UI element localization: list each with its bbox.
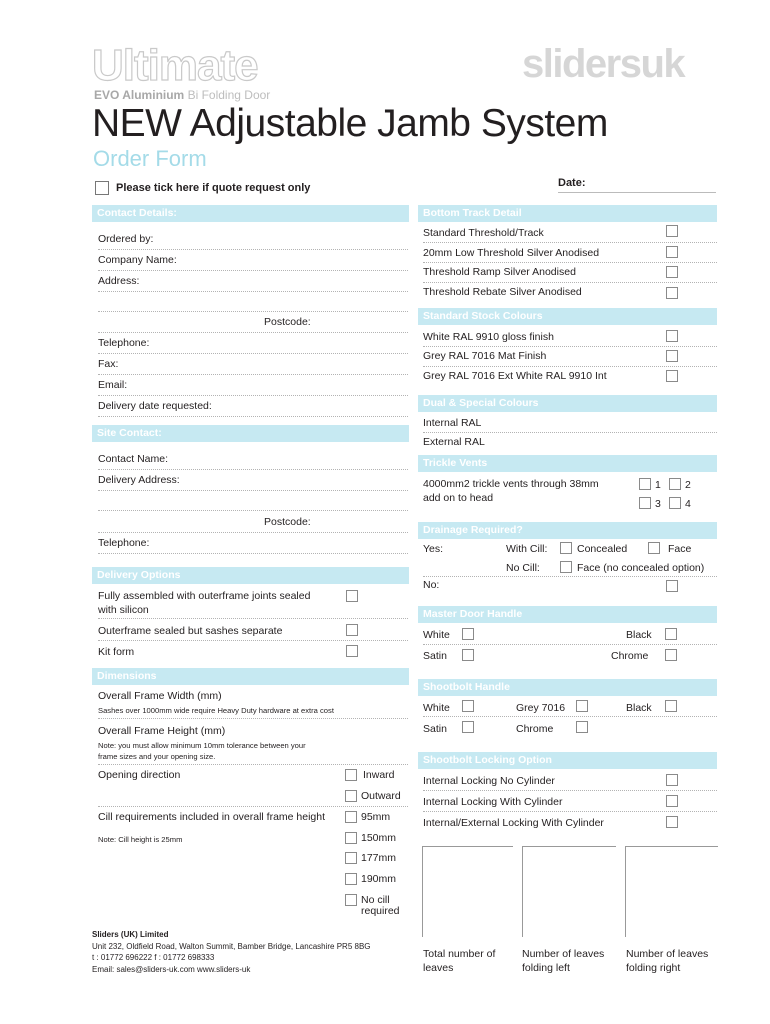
locking-divider-2 (423, 811, 717, 812)
drainage-no-cill-label: No Cill: (506, 562, 540, 574)
drainage-no-checkbox[interactable] (666, 580, 678, 592)
delivery-assembled-checkbox[interactable] (346, 590, 358, 602)
cill-95-label: 95mm (361, 811, 391, 823)
drainage-concealed-label: Concealed (577, 543, 628, 555)
locking-int-ext-label: Internal/External Locking With Cylinder (423, 817, 604, 829)
master-chrome-checkbox[interactable] (665, 649, 677, 661)
outward-label: Outward (361, 790, 401, 802)
shootbolt-handle-heading: Shootbolt Handle (418, 679, 717, 696)
shootbolt-chrome-label: Chrome (516, 723, 554, 735)
no-cill-label-1: No cill (361, 894, 390, 906)
postcode-label: Postcode: (264, 316, 311, 328)
master-chrome-label: Chrome (611, 650, 649, 662)
colour-grey-white-checkbox[interactable] (666, 370, 678, 382)
stock-colours-heading: Standard Stock Colours (418, 308, 717, 325)
logo-subtitle (94, 88, 270, 102)
delivery-date-label: Delivery date requested: (98, 400, 212, 412)
company-name-field[interactable] (98, 270, 408, 271)
drainage-no-label: No: (423, 579, 440, 591)
trickle-2-checkbox[interactable] (669, 478, 681, 490)
locking-with-cylinder-checkbox[interactable] (666, 795, 678, 807)
drainage-face-no-concealed-label: Face (no concealed option) (577, 562, 705, 574)
bottom-track-standard: Standard Threshold/Track (423, 227, 544, 239)
delivery-option-sealed: Outerframe sealed but sashes separate (98, 625, 283, 637)
bottom-track-rebate-checkbox[interactable] (666, 287, 678, 299)
site-telephone-field[interactable] (98, 553, 408, 554)
shootbolt-grey-label: Grey 7016 (516, 702, 566, 714)
trickle-1-checkbox[interactable] (639, 478, 651, 490)
bottom-track-heading: Bottom Track Detail (418, 205, 717, 222)
internal-ral-field[interactable] (423, 432, 717, 433)
internal-ral-label: Internal RAL (423, 417, 482, 429)
dimensions-heading: Dimensions (92, 668, 409, 685)
delivery-option-assembled-line1: Fully assembled with outerframe joints sealed (98, 590, 311, 602)
opening-divider (98, 806, 408, 807)
frame-width-label: Overall Frame Width (mm) (98, 690, 222, 702)
cill-95-checkbox[interactable] (345, 811, 357, 823)
drainage-face-label: Face (668, 543, 692, 555)
total-leaves-label-2: leaves (423, 962, 454, 974)
shootbolt-chrome-checkbox[interactable] (576, 721, 588, 733)
master-black-checkbox[interactable] (665, 628, 677, 640)
delivery-address-field-2[interactable] (98, 510, 408, 511)
cill-177-checkbox[interactable] (345, 852, 357, 864)
ordered-by-label: Ordered by: (98, 233, 154, 245)
logo-subtitle-bold: EVO Aluminium (94, 88, 185, 102)
frame-height-label: Overall Frame Height (mm) (98, 725, 226, 737)
leaves-left-box[interactable] (522, 846, 616, 937)
locking-no-cylinder-checkbox[interactable] (666, 774, 678, 786)
drainage-with-cill-label: With Cill: (506, 543, 548, 555)
site-postcode-field[interactable] (98, 532, 408, 533)
trickle-3-label: 3 (655, 498, 661, 510)
shootbolt-black-label: Black (626, 702, 652, 714)
bottom-track-low-threshold: 20mm Low Threshold Silver Anodised (423, 247, 600, 259)
drainage-concealed-checkbox[interactable] (560, 542, 572, 554)
contact-details-heading: Contact Details: (92, 205, 409, 222)
delivery-date-field[interactable] (98, 416, 408, 417)
site-postcode-label: Postcode: (264, 516, 311, 528)
cill-note: Note: Cill height is 25mm (98, 835, 183, 844)
trickle-vents-heading: Trickle Vents (418, 455, 717, 472)
drainage-divider (423, 576, 717, 577)
shootbolt-satin-label: Satin (423, 723, 447, 735)
date-field[interactable] (558, 192, 716, 193)
footer-email: Email: sales@sliders-uk.com www.sliders-uk (92, 965, 251, 974)
delivery-divider-2 (98, 640, 408, 641)
locking-no-cylinder-label: Internal Locking No Cylinder (423, 775, 555, 787)
fax-field[interactable] (98, 374, 408, 375)
trickle-3-checkbox[interactable] (639, 497, 651, 509)
address-label: Address: (98, 275, 140, 287)
trickle-vents-line2: add on to head (423, 492, 494, 504)
quote-request-label: Please tick here if quote request only (116, 181, 311, 194)
delivery-sealed-checkbox[interactable] (346, 624, 358, 636)
contact-name-label: Contact Name: (98, 453, 169, 465)
delivery-divider-1 (98, 618, 408, 619)
no-cill-checkbox[interactable] (345, 894, 357, 906)
master-handle-heading: Master Door Handle (418, 606, 717, 623)
delivery-kit-checkbox[interactable] (346, 645, 358, 657)
frame-width-field[interactable] (98, 718, 408, 719)
master-white-label: White (423, 629, 450, 641)
cill-190-label: 190mm (361, 873, 397, 885)
page-title: NEW Adjustable Jamb System (92, 102, 608, 145)
cill-requirements-label: Cill requirements included in overall frame height (98, 811, 326, 823)
total-leaves-box[interactable] (422, 846, 513, 937)
email-label: Email: (98, 379, 128, 391)
footer-company: Sliders (UK) Limited (92, 930, 169, 939)
company-name-label: Company Name: (98, 254, 177, 266)
shootbolt-satin-checkbox[interactable] (462, 721, 474, 733)
shootbolt-white-label: White (423, 702, 450, 714)
ultimate-logo: Ultimate (92, 41, 258, 90)
fax-label: Fax: (98, 358, 119, 370)
telephone-label: Telephone: (98, 337, 150, 349)
opening-direction-label: Opening direction (98, 769, 181, 781)
quote-request-checkbox[interactable] (95, 181, 109, 195)
master-black-label: Black (626, 629, 652, 641)
cill-150-checkbox[interactable] (345, 832, 357, 844)
bottom-track-divider-3 (423, 282, 717, 283)
cill-190-checkbox[interactable] (345, 873, 357, 885)
colour-divider-2 (423, 366, 717, 367)
logo-subtitle-light: Bi Folding Door (187, 88, 271, 102)
bottom-track-divider-2 (423, 262, 717, 263)
trickle-2-label: 2 (685, 479, 691, 491)
shootbolt-grey-checkbox[interactable] (576, 700, 588, 712)
page-subtitle: Order Form (93, 146, 207, 171)
delivery-options-heading: Delivery Options (92, 567, 409, 584)
drainage-face-no-concealed-checkbox[interactable] (560, 561, 572, 573)
trickle-vents-line1: 4000mm2 trickle vents through 38mm (423, 478, 599, 490)
sliders-uk-logo: slidersuk (522, 42, 685, 86)
address-field-2[interactable] (98, 311, 408, 312)
delivery-address-field-1[interactable] (98, 490, 408, 491)
special-colours-heading: Dual & Special Colours (418, 395, 717, 412)
footer-address: Unit 232, Oldfield Road, Walton Summit, Bamber Bridge, Lancashire PR5 8BG (92, 942, 371, 951)
master-divider (423, 644, 717, 645)
shootbolt-black-checkbox[interactable] (665, 700, 677, 712)
colour-grey-checkbox[interactable] (666, 350, 678, 362)
master-satin-label: Satin (423, 650, 447, 662)
external-ral-label: External RAL (423, 436, 485, 448)
leaves-left-label-1: Number of leaves (522, 948, 605, 960)
bottom-track-rebate: Threshold Rebate Silver Anodised (423, 286, 582, 298)
no-cill-label-2: required (361, 905, 400, 917)
cill-177-label: 177mm (361, 852, 397, 864)
locking-option-heading: Shootbolt Locking Option (418, 752, 717, 769)
frame-height-note-1: Note: you must allow minimum 10mm tolerance between your (98, 741, 306, 750)
ordered-by-field[interactable] (98, 249, 408, 250)
footer-phone: t : 01772 696222 f : 01772 698333 (92, 953, 215, 962)
delivery-option-assembled-line2: with silicon (98, 604, 149, 616)
locking-divider-1 (423, 790, 717, 791)
trickle-1-label: 1 (655, 479, 661, 491)
delivery-option-kit: Kit form (98, 646, 135, 658)
frame-height-field[interactable] (98, 764, 408, 765)
colour-white-checkbox[interactable] (666, 330, 678, 342)
colour-grey-white: Grey RAL 7016 Ext White RAL 9910 Int (423, 370, 607, 382)
site-contact-heading: Site Contact: (92, 425, 409, 442)
bottom-track-divider-1 (423, 242, 717, 243)
quote-request-row (95, 181, 310, 195)
colour-divider-1 (423, 346, 717, 347)
address-field-1[interactable] (98, 291, 408, 292)
telephone-field[interactable] (98, 353, 408, 354)
colour-white: White RAL 9910 gloss finish (423, 331, 554, 343)
date-label: Date: (558, 177, 586, 189)
trickle-4-label: 4 (685, 498, 691, 510)
outward-checkbox[interactable] (345, 790, 357, 802)
master-satin-checkbox[interactable] (462, 649, 474, 661)
colour-grey: Grey RAL 7016 Mat Finish (423, 350, 547, 362)
leaves-right-label-1: Number of leaves (626, 948, 709, 960)
shootbolt-white-checkbox[interactable] (462, 700, 474, 712)
bottom-track-standard-checkbox[interactable] (666, 225, 678, 237)
site-telephone-label: Telephone: (98, 537, 150, 549)
frame-width-note: Sashes over 1000mm wide require Heavy Duty hardware at extra cost (98, 706, 334, 715)
inward-label: Inward (363, 769, 395, 781)
email-field[interactable] (98, 395, 408, 396)
delivery-address-label: Delivery Address: (98, 474, 180, 486)
shootbolt-handle-divider (423, 716, 717, 717)
locking-with-cylinder-label: Internal Locking With Cylinder (423, 796, 563, 808)
leaves-right-label-2: folding right (626, 962, 681, 974)
bottom-track-ramp-checkbox[interactable] (666, 266, 678, 278)
contact-name-field[interactable] (98, 469, 408, 470)
drainage-heading: Drainage Required? (418, 522, 717, 539)
inward-checkbox[interactable] (345, 769, 357, 781)
locking-int-ext-checkbox[interactable] (666, 816, 678, 828)
leaves-left-label-2: folding left (522, 962, 570, 974)
total-leaves-label-1: Total number of (423, 948, 496, 960)
drainage-yes-label: Yes: (423, 543, 444, 555)
bottom-track-low-threshold-checkbox[interactable] (666, 246, 678, 258)
frame-height-note-2: frame sizes and your opening size. (98, 752, 216, 761)
drainage-face-checkbox[interactable] (648, 542, 660, 554)
leaves-right-box[interactable] (625, 846, 718, 937)
postcode-field[interactable] (98, 332, 408, 333)
cill-150-label: 150mm (361, 832, 397, 844)
trickle-4-checkbox[interactable] (669, 497, 681, 509)
master-white-checkbox[interactable] (462, 628, 474, 640)
bottom-track-ramp: Threshold Ramp Silver Anodised (423, 266, 576, 278)
